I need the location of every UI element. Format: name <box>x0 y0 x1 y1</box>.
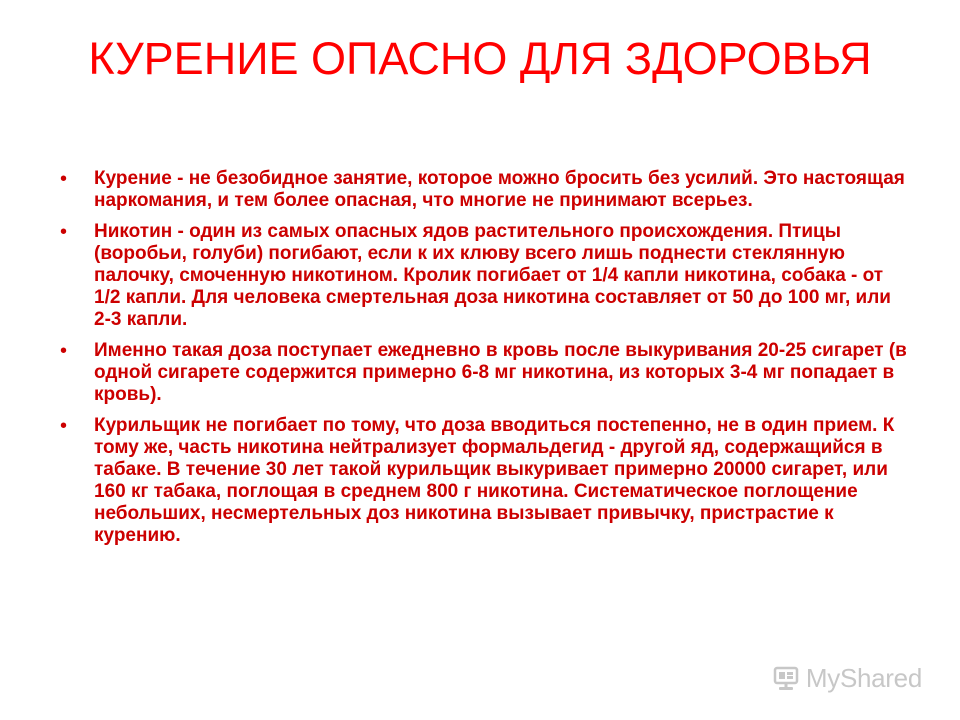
bullet-icon: • <box>60 415 68 437</box>
list-item <box>56 221 908 331</box>
list-item <box>56 168 908 212</box>
watermark-logo <box>772 663 922 694</box>
list-item <box>56 415 908 547</box>
bullet-icon: • <box>60 168 68 190</box>
list-item-text: Курильщик не погибает по тому, что доза вводиться постепенно, не в один прием. К тому же, часть никотина нейтрализует формальдегид - другой яд, содержащийся в табаке. В течение 30 лет такой курильщик выкуривает примерно 20000 сигарет, или 160 кг табака, поглощая в среднем 800 г никотина. Систематическое поглощение небольших, несмертельных доз никотина вызывает привычку, пристрастие к курению. <box>94 415 895 546</box>
list-item-text: Курение - не безобидное занятие, которое можно бросить без усилий. Это настоящая наркомания, и тем более опасная, что многие не принимают всерьез. <box>94 168 905 211</box>
list-item-text: Именно такая доза поступает ежедневно в кровь после выкуривания 20-25 сигарет (в одной сигарете содержится примерно 6-8 мг никотина, из которых 3-4 мг попадает в кровь). <box>94 340 907 405</box>
bullet-icon: • <box>60 340 68 362</box>
bullet-icon: • <box>60 221 68 243</box>
slide-title: КУРЕНИЕ ОПАСНО ДЛЯ ЗДОРОВЬЯ <box>88 33 872 84</box>
watermark-text: MyShared <box>805 663 922 693</box>
list-item <box>56 340 908 406</box>
bullet-list <box>56 168 908 556</box>
presentation-icon <box>772 665 800 693</box>
list-item-text: Никотин - один из самых опасных ядов растительного происхождения. Птицы (воробьи, голуби) погибают, если к их клюву всего лишь поднести стеклянную палочку, смоченную никотином. Кролик погибает от 1/4 капли никотина, собака - от 1/2 капли. Для человека смертельная доза никотина составляет от 50 до 100 мг, или 2-3 капли. <box>94 221 891 330</box>
